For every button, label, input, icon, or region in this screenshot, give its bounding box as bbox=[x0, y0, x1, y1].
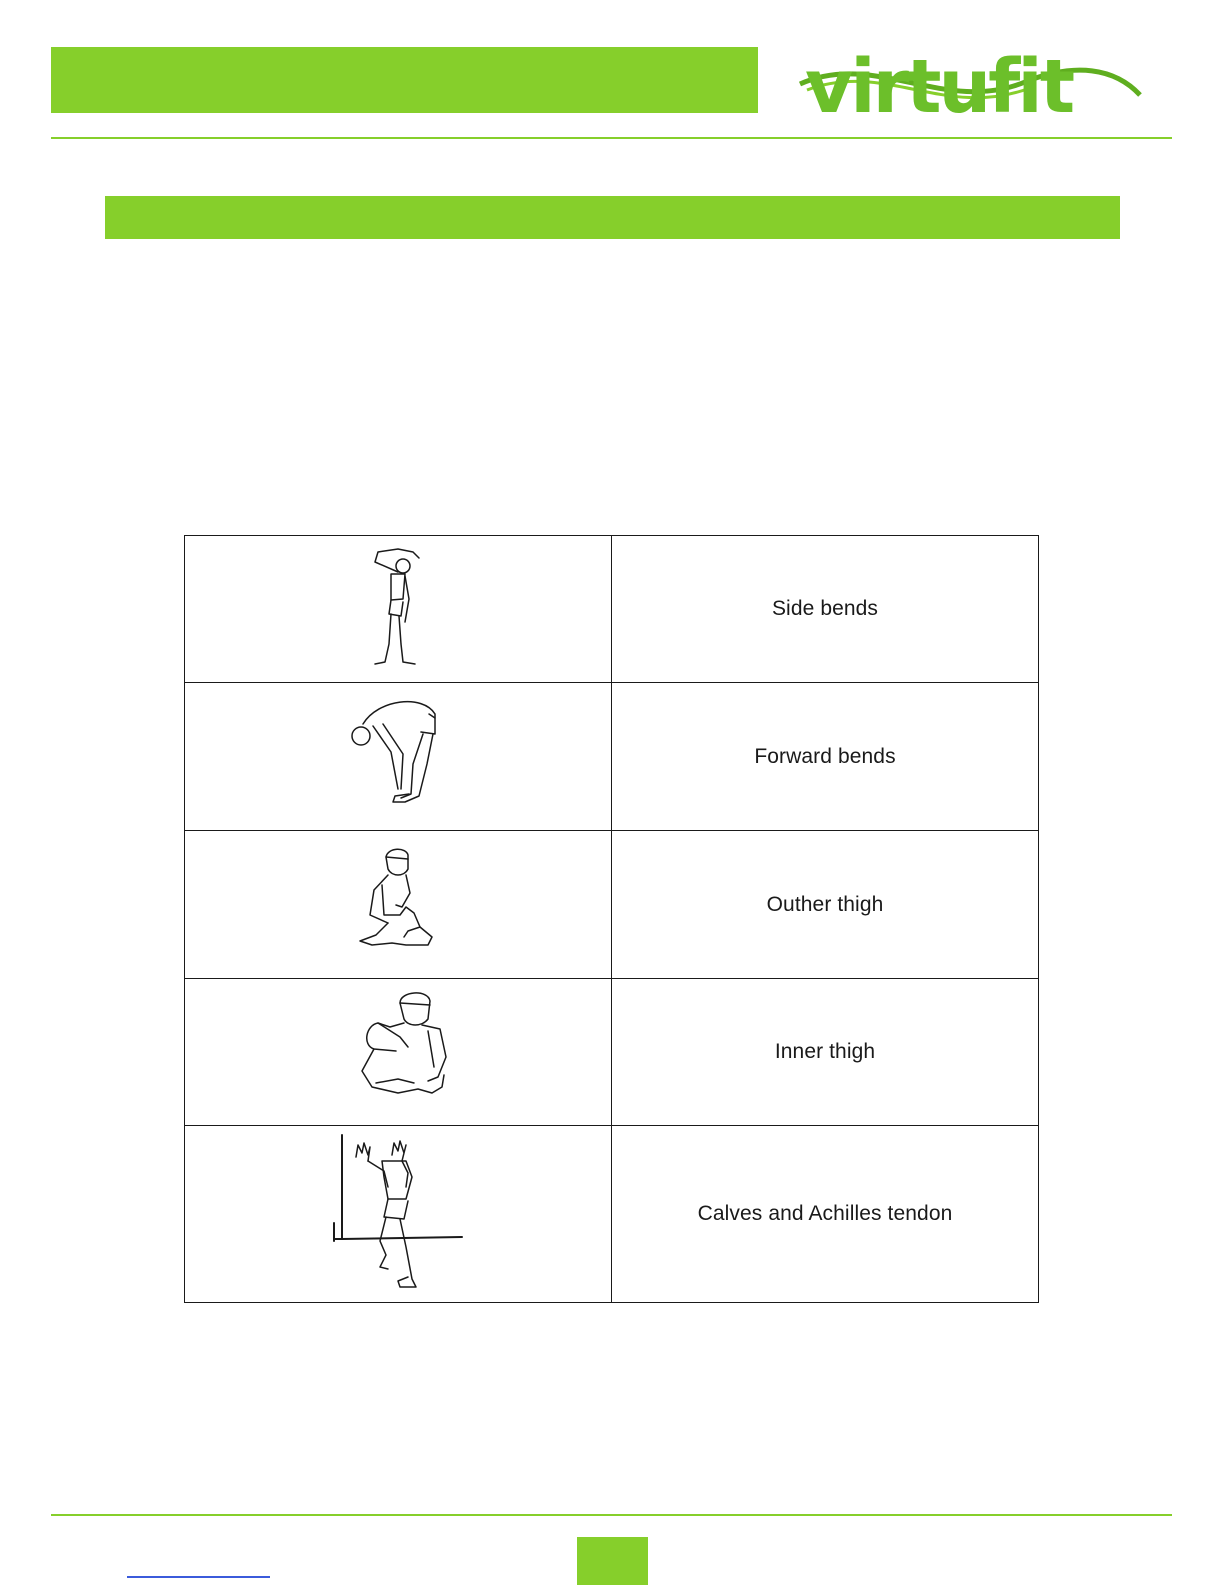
brand-logo bbox=[795, 20, 1155, 130]
forward-bend-figure-icon bbox=[343, 694, 453, 814]
exercise-figure-cell bbox=[185, 831, 612, 979]
exercise-label: Inner thigh bbox=[612, 979, 1039, 1126]
section-heading-bar bbox=[105, 196, 1120, 239]
table-row bbox=[185, 1126, 1039, 1303]
exercise-figure-cell bbox=[185, 683, 612, 831]
exercise-figure-cell bbox=[185, 979, 612, 1126]
exercise-figure-cell bbox=[185, 1126, 612, 1303]
header-bar bbox=[51, 47, 758, 113]
exercise-label: Side bends bbox=[612, 536, 1039, 683]
exercise-label: Calves and Achilles tendon bbox=[612, 1126, 1039, 1303]
header-divider bbox=[51, 137, 1172, 139]
exercise-label: Outher thigh bbox=[612, 831, 1039, 979]
side-bend-figure-icon bbox=[353, 544, 443, 669]
calf-wall-stretch-figure-icon bbox=[328, 1127, 468, 1297]
footer-divider bbox=[51, 1514, 1172, 1516]
footer-link-underline[interactable] bbox=[127, 1576, 270, 1578]
exercise-table bbox=[184, 535, 1039, 1303]
svg-text:virtufit: virtufit bbox=[805, 44, 1073, 130]
table-row bbox=[185, 536, 1039, 683]
inner-thigh-stretch-figure-icon bbox=[338, 987, 458, 1112]
table-row bbox=[185, 831, 1039, 979]
exercise-figure-cell bbox=[185, 536, 612, 683]
page-number-tab bbox=[577, 1537, 648, 1585]
exercise-label: Forward bends bbox=[612, 683, 1039, 831]
table-row bbox=[185, 683, 1039, 831]
outer-thigh-stretch-figure-icon bbox=[348, 845, 448, 960]
table-row bbox=[185, 979, 1039, 1126]
